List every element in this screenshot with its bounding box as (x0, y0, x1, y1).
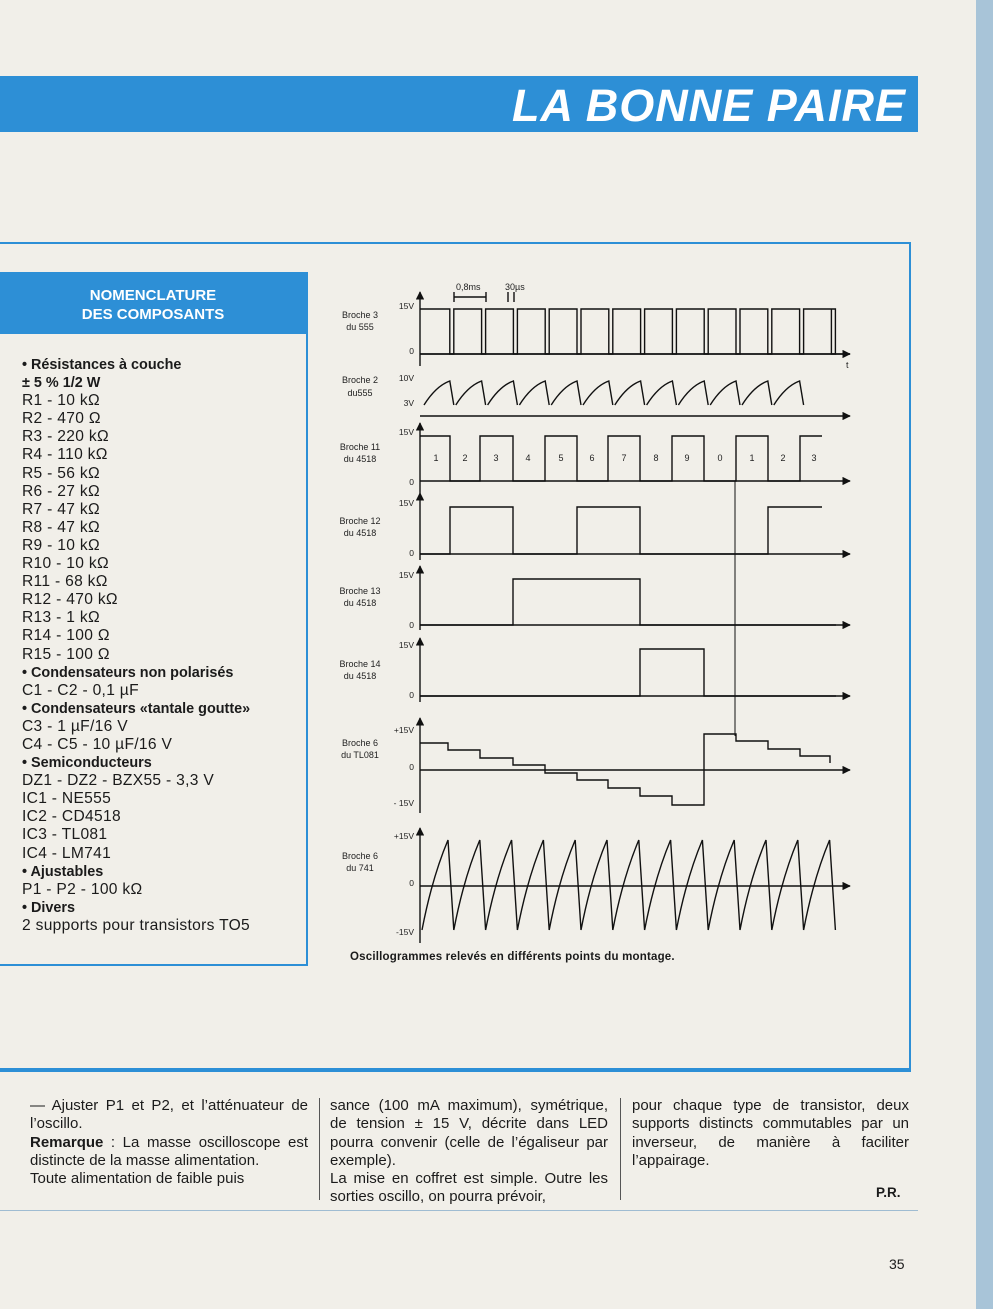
paragraph: — Ajuster P1 et P2, et l’atténuateur de l’oscillo. (30, 1097, 308, 1133)
trace-level: 0 (409, 620, 414, 630)
trace-top-level: 10V (398, 373, 414, 383)
column-separator (319, 1098, 320, 1200)
remark-label: Remarque (30, 1133, 104, 1151)
trace-name: du 741 (346, 863, 374, 873)
trace-level: 0 (409, 477, 414, 487)
counter-digit: 4 (525, 453, 531, 463)
page-edge (976, 0, 993, 1309)
trace-name: Broche 13 (339, 586, 381, 596)
component-item: R9 - 10 kΩ (22, 536, 100, 554)
paragraph: sance (100 mA maximum), symétrique, de tension ± 15 V, décrite dans LED pourra convenir (celle de l’égaliseur par exemple). (330, 1097, 608, 1169)
component-item: R13 - 1 kΩ (22, 609, 100, 627)
trace-broche3-555 (420, 309, 835, 354)
trace-broche12-4518 (420, 507, 822, 554)
trace-name: du555 (347, 388, 373, 398)
counter-digit: 3 (811, 453, 817, 463)
component-category: • Divers (22, 899, 76, 916)
trace-bottom-level: -15V (396, 927, 414, 937)
trace-broche13-4518 (420, 579, 836, 625)
trace-top-level: 15V (398, 498, 414, 508)
component-item: R1 - 10 kΩ (22, 392, 100, 410)
trace-level: 3V (403, 398, 414, 408)
component-item: R6 - 27 kΩ (22, 482, 100, 500)
paragraph: La mise en coffret est simple. Outre les sorties oscillo, on pourra prévoir, (330, 1170, 608, 1206)
component-item: IC3 - TL081 (22, 826, 108, 844)
trace-broche14-4518 (420, 649, 836, 696)
component-item: R2 - 470 Ω (22, 410, 101, 428)
trace-name: Broche 6 (341, 851, 379, 861)
counter-digit: 6 (589, 453, 595, 463)
trace-name: Broche 12 (339, 516, 381, 526)
counter-digit: 5 (558, 453, 564, 463)
trace-level: 0 (409, 346, 414, 356)
paragraph: Toute alimentation de faible puis (30, 1170, 245, 1188)
component-category: • Condensateurs «tantale goutte» (22, 700, 251, 717)
component-item: R4 - 110 kΩ (22, 446, 108, 464)
oscillogram-figure (330, 278, 870, 950)
paragraph: pour chaque type de transistor, deux supports distincts commutables par un inverseur, de manière à faciliter l’appairage. (632, 1097, 909, 1169)
component-item: R8 - 47 kΩ (22, 518, 100, 536)
component-item: R3 - 220 kΩ (22, 428, 109, 446)
page-number: 35 (889, 1256, 905, 1272)
counter-digit: 7 (621, 453, 627, 463)
trace-top-level: +15V (393, 831, 414, 841)
component-category: • Semiconducteurs (22, 755, 152, 772)
author-signature: P.R. (876, 1185, 901, 1200)
component-list (22, 356, 302, 935)
component-item: DZ1 - DZ2 - BZX55 - 3,3 V (22, 772, 215, 790)
counter-digit: 2 (780, 453, 786, 463)
column-separator (620, 1098, 621, 1200)
figure-caption: Oscillogrammes relevés en différents points du montage. (350, 951, 675, 963)
trace-top-level: 15V (398, 570, 414, 580)
trace-name: Broche 3 (341, 310, 379, 320)
header-banner (0, 76, 918, 132)
nomenclature-title-line1: NOMENCLATURE (89, 287, 217, 304)
trace-name: du 4518 (343, 454, 377, 464)
text-column-1 (30, 1097, 308, 1188)
period-dimension (454, 292, 486, 302)
trace-name: du 4518 (343, 528, 377, 538)
component-item: IC2 - CD4518 (22, 808, 121, 826)
trace-name: du 555 (346, 322, 374, 332)
component-item: R14 - 100 Ω (22, 627, 110, 645)
counter-digit: 8 (653, 453, 659, 463)
trace-name: Broche 2 (341, 375, 379, 385)
component-item: IC4 - LM741 (22, 844, 112, 862)
trace-top-level: 15V (398, 301, 414, 311)
text-column-3 (632, 1097, 909, 1170)
component-category: • Ajustables (22, 863, 104, 880)
counter-digit: 0 (717, 453, 723, 463)
trace-level: 0 (409, 548, 414, 558)
nomenclature-title-line2: DES COMPOSANTS (81, 306, 225, 323)
text-column-2 (330, 1097, 608, 1207)
component-item: R11 - 68 kΩ (22, 573, 108, 591)
trace-bottom-level: - 15V (393, 798, 414, 808)
trace-name: Broche 6 (341, 738, 379, 748)
trace-level: 0 (409, 762, 414, 772)
trace-name: Broche 14 (339, 659, 381, 669)
pulse-label: 30µs (505, 282, 525, 292)
trace-broche6-741 (422, 840, 835, 930)
time-axis-label: t (846, 360, 849, 370)
trace-top-level: +15V (393, 725, 414, 735)
component-item: C1 - C2 - 0,1 µF (22, 681, 139, 699)
pulse-dimension (508, 292, 514, 302)
paragraph (30, 1134, 308, 1171)
component-category: ± 5 % 1/2 W (22, 375, 101, 392)
component-item: R15 - 100 Ω (22, 645, 110, 663)
bottom-rule (0, 1210, 918, 1211)
component-category: • Condensateurs non polarisés (22, 664, 234, 681)
component-item: R5 - 56 kΩ (22, 464, 100, 482)
remark-text: : La masse oscilloscope est distincte de la masse alimentation. (30, 1133, 308, 1169)
frame-bottom-border (0, 1068, 911, 1070)
component-category: • Résistances à couche (22, 357, 182, 373)
component-item: IC1 - NE555 (22, 790, 112, 808)
period-label: 0,8ms (456, 282, 481, 292)
trace-name: du TL081 (341, 750, 379, 760)
component-item: R10 - 10 kΩ (22, 555, 109, 573)
trace-level: 0 (409, 878, 414, 888)
component-item: C3 - 1 µF/16 V (22, 717, 128, 735)
component-item: P1 - P2 - 100 kΩ (22, 880, 143, 898)
component-item: R12 - 470 kΩ (22, 591, 118, 609)
nomenclature-header (0, 274, 306, 334)
counter-digit: 1 (749, 453, 755, 463)
component-item: R7 - 47 kΩ (22, 500, 100, 518)
component-item: 2 supports pour transistors TO5 (22, 916, 251, 934)
trace-name: du 4518 (343, 598, 377, 608)
nomenclature-box (0, 272, 308, 966)
trace-name: Broche 11 (339, 442, 381, 452)
counter-digit: 3 (493, 453, 499, 463)
counter-digit: 9 (684, 453, 690, 463)
trace-name: du 4518 (343, 671, 377, 681)
counter-digit: 2 (462, 453, 468, 463)
trace-level: 0 (409, 690, 414, 700)
component-item: C4 - C5 - 10 µF/16 V (22, 735, 173, 753)
counter-digit: 1 (433, 453, 439, 463)
trace-top-level: 15V (398, 427, 414, 437)
trace-top-level: 15V (398, 640, 414, 650)
trace-broche2-555 (424, 381, 804, 405)
page-title: LA BONNE PAIRE (511, 80, 906, 131)
